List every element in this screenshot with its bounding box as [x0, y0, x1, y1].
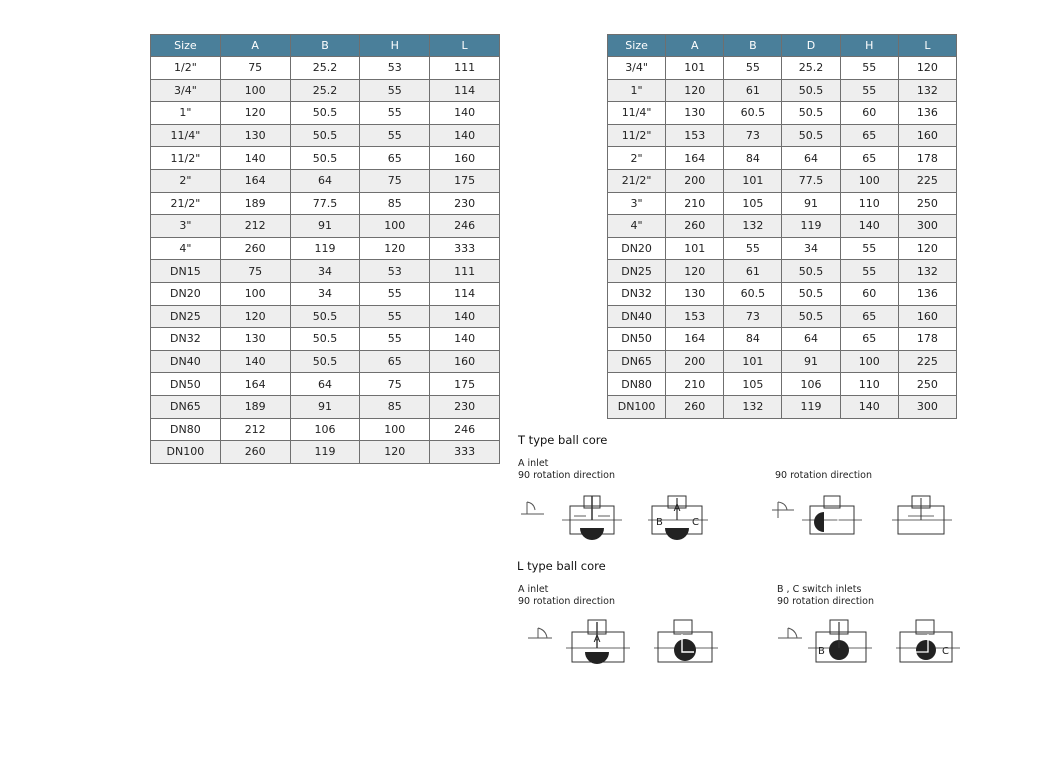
table-cell: 260	[220, 237, 290, 260]
table-cell: 55	[360, 305, 430, 328]
l-type-valve-diagram-b	[808, 618, 872, 668]
table-cell: 65	[840, 124, 898, 147]
table-cell: 3/4"	[608, 57, 666, 80]
table-row	[151, 215, 500, 238]
table-cell: 53	[360, 260, 430, 283]
table-cell: DN20	[151, 282, 221, 305]
table-cell: 34	[290, 260, 360, 283]
table-cell: 50.5	[290, 102, 360, 125]
table-row	[608, 237, 957, 260]
l-type-valve-diagram-c	[896, 618, 960, 668]
table-cell: 2"	[151, 169, 221, 192]
table-cell: 75	[220, 57, 290, 80]
table-cell: 200	[666, 169, 724, 192]
table-row	[151, 260, 500, 283]
table-cell: 60	[840, 102, 898, 125]
table-cell: DN80	[151, 418, 221, 441]
table-cell: 130	[220, 328, 290, 351]
table-cell: 136	[898, 102, 956, 125]
t-type-right-rotation-note: 90 rotation direction	[775, 470, 873, 481]
table-cell: DN65	[608, 350, 666, 373]
table-cell: 140	[840, 395, 898, 418]
table-cell: 132	[724, 395, 782, 418]
table-cell: 160	[430, 147, 500, 170]
table-cell: 210	[666, 373, 724, 396]
table-row	[151, 57, 500, 80]
table-cell: 3"	[608, 192, 666, 215]
table-row	[608, 373, 957, 396]
table-row	[151, 124, 500, 147]
table-cell: 55	[840, 57, 898, 80]
table-cell: 21/2"	[151, 192, 221, 215]
table-cell: 136	[898, 282, 956, 305]
table-cell: 230	[430, 395, 500, 418]
table-row	[608, 282, 957, 305]
table-cell: 4"	[151, 237, 221, 260]
table-row	[151, 282, 500, 305]
table-cell: 175	[430, 169, 500, 192]
table-cell: 120	[360, 237, 430, 260]
table-row	[151, 102, 500, 125]
table-cell: 11/2"	[608, 124, 666, 147]
t-type-rotation-note: 90 rotation direction	[518, 470, 616, 481]
table-row	[151, 79, 500, 102]
column-header: L	[430, 35, 500, 57]
table-cell: 85	[360, 192, 430, 215]
table-cell: DN65	[151, 395, 221, 418]
table-cell: 132	[724, 215, 782, 238]
table-cell: 55	[840, 260, 898, 283]
port-a-label: A	[593, 634, 601, 645]
table-cell: DN50	[151, 373, 221, 396]
table-header-row	[608, 35, 957, 57]
table-cell: 53	[360, 57, 430, 80]
table-cell: 75	[360, 373, 430, 396]
column-header: H	[360, 35, 430, 57]
table-cell: 178	[898, 147, 956, 170]
table-cell: 119	[782, 395, 840, 418]
table-row	[151, 192, 500, 215]
port-b-label: B	[656, 517, 663, 528]
table-row	[608, 215, 957, 238]
table-cell: 164	[666, 328, 724, 351]
table-cell: DN32	[608, 282, 666, 305]
l-type-valve-diagram-rotated	[654, 618, 718, 668]
table-cell: 130	[666, 282, 724, 305]
table-cell: 140	[430, 102, 500, 125]
table-row	[608, 192, 957, 215]
table-cell: 225	[898, 350, 956, 373]
table-cell: 120	[220, 305, 290, 328]
table-cell: 60.5	[724, 282, 782, 305]
column-header: L	[898, 35, 956, 57]
table-cell: DN40	[151, 350, 221, 373]
table-row	[151, 237, 500, 260]
table-cell: 300	[898, 215, 956, 238]
table-cell: 11/2"	[151, 147, 221, 170]
table-cell: 73	[724, 305, 782, 328]
table-cell: 50.5	[290, 124, 360, 147]
table-cell: 114	[430, 282, 500, 305]
table-cell: 100	[840, 169, 898, 192]
rotation-direction-icon	[776, 624, 806, 648]
table-cell: 153	[666, 124, 724, 147]
t-type-inlet-note: A inlet	[518, 458, 549, 469]
table-row	[151, 328, 500, 351]
table-cell: 50.5	[782, 260, 840, 283]
table-cell: 55	[360, 282, 430, 305]
table-cell: 50.5	[782, 124, 840, 147]
table-cell: 75	[220, 260, 290, 283]
table-cell: 65	[360, 147, 430, 170]
rotation-direction-icon	[526, 624, 556, 648]
table-cell: 50.5	[290, 147, 360, 170]
column-header: A	[666, 35, 724, 57]
table-cell: 119	[782, 215, 840, 238]
table-cell: 106	[782, 373, 840, 396]
table-cell: 25.2	[290, 57, 360, 80]
table-cell: 55	[840, 237, 898, 260]
column-header: Size	[151, 35, 221, 57]
table-cell: 120	[898, 237, 956, 260]
table-cell: 111	[430, 57, 500, 80]
table-cell: 120	[360, 441, 430, 464]
table-cell: DN50	[608, 328, 666, 351]
table-cell: 111	[430, 260, 500, 283]
table-cell: 160	[898, 124, 956, 147]
table-cell: 333	[430, 441, 500, 464]
table-cell: 140	[430, 124, 500, 147]
t-type-valve-diagram-rotated	[802, 494, 862, 542]
table-row	[608, 260, 957, 283]
table-cell: 132	[898, 79, 956, 102]
table-cell: 140	[430, 328, 500, 351]
port-b-label: B	[818, 646, 825, 657]
table-cell: 55	[724, 57, 782, 80]
table-cell: 11/4"	[151, 124, 221, 147]
column-header: B	[290, 35, 360, 57]
table-cell: 101	[666, 237, 724, 260]
table-cell: 212	[220, 215, 290, 238]
table-cell: 55	[840, 79, 898, 102]
table-cell: 55	[360, 328, 430, 351]
table-cell: 84	[724, 328, 782, 351]
table-row	[608, 395, 957, 418]
table-row	[608, 305, 957, 328]
table-cell: 140	[220, 350, 290, 373]
column-header: H	[840, 35, 898, 57]
table-row	[151, 169, 500, 192]
table-cell: 65	[840, 328, 898, 351]
table-row	[608, 350, 957, 373]
table-cell: 73	[724, 124, 782, 147]
table-cell: 140	[220, 147, 290, 170]
table-cell: 21/2"	[608, 169, 666, 192]
table-cell: 1"	[608, 79, 666, 102]
table-cell: 77.5	[782, 169, 840, 192]
table-cell: 130	[666, 102, 724, 125]
table-cell: 110	[840, 373, 898, 396]
table-row	[151, 350, 500, 373]
table-cell: 160	[430, 350, 500, 373]
table-cell: DN80	[608, 373, 666, 396]
table-cell: DN32	[151, 328, 221, 351]
t-type-valve-diagram-outline	[892, 494, 952, 542]
table-cell: 60	[840, 282, 898, 305]
table-cell: 246	[430, 215, 500, 238]
table-cell: 140	[430, 305, 500, 328]
table-cell: 140	[840, 215, 898, 238]
table-cell: 130	[220, 124, 290, 147]
table-cell: 178	[898, 328, 956, 351]
table-cell: 189	[220, 192, 290, 215]
table-cell: 75	[360, 169, 430, 192]
table-cell: 101	[724, 169, 782, 192]
table-cell: 200	[666, 350, 724, 373]
l-type-inlet-note: A inlet	[518, 584, 549, 595]
table-cell: 91	[782, 350, 840, 373]
table-cell: 2"	[608, 147, 666, 170]
table-cell: 65	[360, 350, 430, 373]
table-cell: 55	[360, 102, 430, 125]
table-cell: 55	[360, 79, 430, 102]
table-row	[608, 328, 957, 351]
rotation-direction-icon	[516, 494, 546, 524]
table-cell: 132	[898, 260, 956, 283]
table-cell: 61	[724, 260, 782, 283]
table-cell: 50.5	[782, 79, 840, 102]
table-row	[151, 418, 500, 441]
table-cell: 175	[430, 373, 500, 396]
table-cell: 225	[898, 169, 956, 192]
table-cell: 64	[290, 169, 360, 192]
table-cell: 50.5	[290, 305, 360, 328]
table-row	[151, 441, 500, 464]
table-row	[608, 169, 957, 192]
table-cell: 120	[666, 79, 724, 102]
table-cell: 65	[840, 305, 898, 328]
table-header-row	[151, 35, 500, 57]
l-type-title: L type ball core	[517, 559, 606, 573]
table-cell: 64	[782, 328, 840, 351]
table-cell: 114	[430, 79, 500, 102]
table-cell: 164	[220, 373, 290, 396]
table-cell: 100	[360, 418, 430, 441]
table-cell: 333	[430, 237, 500, 260]
table-cell: 55	[360, 124, 430, 147]
table-cell: 25.2	[290, 79, 360, 102]
table-cell: 65	[840, 147, 898, 170]
table-cell: DN100	[608, 395, 666, 418]
table-cell: 120	[666, 260, 724, 283]
l-type-valve-diagram	[566, 618, 630, 668]
table-cell: 153	[666, 305, 724, 328]
table-cell: 60.5	[724, 102, 782, 125]
table-cell: 55	[724, 237, 782, 260]
table-cell: 106	[290, 418, 360, 441]
table-cell: 3/4"	[151, 79, 221, 102]
table-cell: 34	[782, 237, 840, 260]
table-cell: 50.5	[290, 350, 360, 373]
table-cell: 300	[898, 395, 956, 418]
table-row	[151, 305, 500, 328]
table-row	[151, 373, 500, 396]
table-cell: 91	[290, 395, 360, 418]
table-cell: DN100	[151, 441, 221, 464]
table-cell: 105	[724, 373, 782, 396]
table-cell: 91	[290, 215, 360, 238]
table-cell: 210	[666, 192, 724, 215]
table-cell: DN15	[151, 260, 221, 283]
rotation-direction-icon	[770, 494, 800, 524]
table-cell: 85	[360, 395, 430, 418]
table-row	[151, 147, 500, 170]
table-cell: DN25	[608, 260, 666, 283]
l-type-right-rotation-note: 90 rotation direction	[777, 596, 875, 607]
table-cell: DN20	[608, 237, 666, 260]
dimension-table-right	[607, 34, 957, 419]
table-cell: 4"	[608, 215, 666, 238]
table-cell: 101	[666, 57, 724, 80]
table-cell: 50.5	[782, 305, 840, 328]
table-cell: 260	[666, 215, 724, 238]
table-cell: 1"	[151, 102, 221, 125]
table-cell: 100	[840, 350, 898, 373]
table-cell: 100	[220, 282, 290, 305]
l-type-switch-note: B , C switch inlets	[777, 584, 862, 595]
table-cell: 246	[430, 418, 500, 441]
table-cell: 230	[430, 192, 500, 215]
t-type-title: T type ball core	[518, 433, 608, 447]
table-cell: 50.5	[782, 282, 840, 305]
table-cell: 77.5	[290, 192, 360, 215]
table-row	[608, 124, 957, 147]
table-cell: 119	[290, 441, 360, 464]
table-cell: 50.5	[782, 102, 840, 125]
table-cell: 3"	[151, 215, 221, 238]
table-cell: 61	[724, 79, 782, 102]
table-cell: 64	[782, 147, 840, 170]
table-cell: 189	[220, 395, 290, 418]
table-cell: 212	[220, 418, 290, 441]
table-cell: 250	[898, 373, 956, 396]
table-cell: 11/4"	[608, 102, 666, 125]
table-cell: 101	[724, 350, 782, 373]
column-header: A	[220, 35, 290, 57]
table-cell: 34	[290, 282, 360, 305]
table-row	[608, 102, 957, 125]
table-row	[608, 79, 957, 102]
table-cell: 64	[290, 373, 360, 396]
table-cell: 260	[220, 441, 290, 464]
table-cell: 120	[220, 102, 290, 125]
table-row	[151, 395, 500, 418]
table-cell: 100	[220, 79, 290, 102]
table-cell: 164	[666, 147, 724, 170]
table-cell: 120	[898, 57, 956, 80]
column-header: Size	[608, 35, 666, 57]
table-cell: DN25	[151, 305, 221, 328]
table-cell: 50.5	[290, 328, 360, 351]
table-cell: 105	[724, 192, 782, 215]
table-cell: DN40	[608, 305, 666, 328]
column-header: B	[724, 35, 782, 57]
table-row	[608, 147, 957, 170]
t-type-valve-diagram-abc	[648, 494, 708, 542]
table-cell: 84	[724, 147, 782, 170]
table-cell: 91	[782, 192, 840, 215]
port-c-label: C	[692, 517, 699, 528]
table-cell: 160	[898, 305, 956, 328]
table-cell: 110	[840, 192, 898, 215]
table-cell: 1/2"	[151, 57, 221, 80]
t-type-valve-diagram	[562, 494, 622, 542]
port-c-label: C	[942, 646, 949, 657]
table-cell: 250	[898, 192, 956, 215]
table-cell: 260	[666, 395, 724, 418]
column-header: D	[782, 35, 840, 57]
port-a-label: A	[673, 503, 681, 514]
table-cell: 164	[220, 169, 290, 192]
l-type-rotation-note: 90 rotation direction	[518, 596, 616, 607]
table-cell: 119	[290, 237, 360, 260]
dimension-table-left	[150, 34, 500, 464]
table-row	[608, 57, 957, 80]
table-cell: 100	[360, 215, 430, 238]
table-cell: 25.2	[782, 57, 840, 80]
